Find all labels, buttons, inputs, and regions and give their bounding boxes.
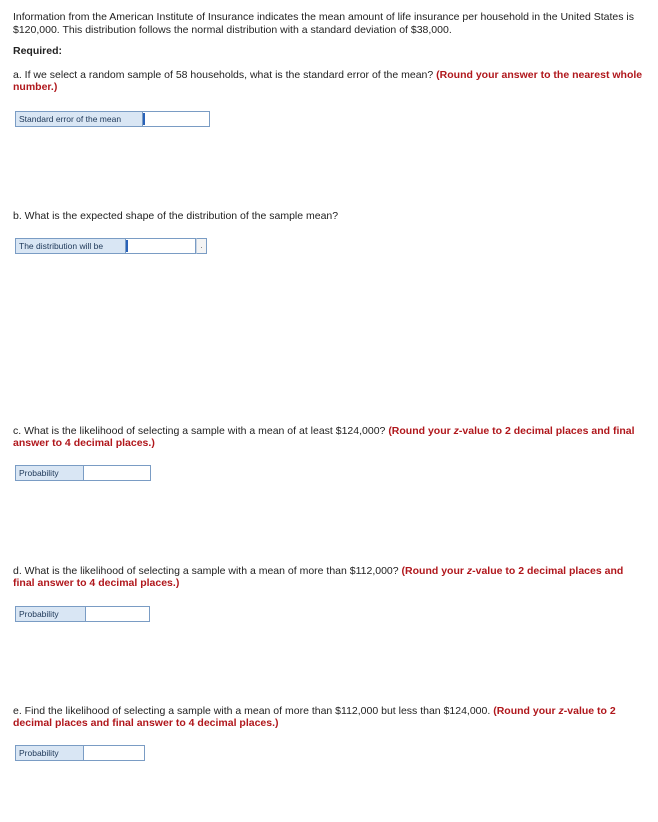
hint-d-z: z: [466, 565, 473, 577]
field-probability-d: [15, 606, 150, 622]
hint-c-post: -value to 2 decimal places and final answer to 4 decimal places.): [13, 425, 635, 449]
probability-d-input[interactable]: [86, 606, 150, 622]
question-c-text: c. What is the likelihood of selecting a sample with a mean of at least $124,000?: [13, 425, 386, 437]
hint-c-z: z: [453, 425, 459, 437]
question-d: [13, 565, 643, 589]
field-probability-c: [15, 465, 151, 481]
field-probability-e: [15, 745, 145, 761]
probability-e-input[interactable]: [84, 745, 145, 761]
problem-intro: Information from the American Institute of Insurance indicates the mean amount of life insurance per household in the United States is $120,000. This distribution follows the normal distribution with a standard deviation of $38,000.: [13, 11, 635, 36]
field-label-probability-d: Probability: [15, 606, 86, 622]
question-b: [13, 210, 643, 222]
hint-d-post: -value to 2 decimal places and final answer to 4 decimal places.): [13, 565, 624, 589]
question-e: [13, 705, 643, 729]
probability-c-input[interactable]: [84, 465, 151, 481]
question-b-text: b. What is the expected shape of the distribution of the sample mean?: [13, 210, 339, 222]
hint-d-pre: (Round your: [401, 565, 467, 577]
question-a-hint: (Round your answer to the nearest whole number.): [13, 69, 643, 93]
question-d-text: d. What is the likelihood of selecting a sample with a mean of more than $112,000?: [13, 565, 399, 577]
required-heading: Required:: [13, 45, 63, 57]
field-label-probability-c: Probability: [15, 465, 84, 481]
hint-e-post: -value to 2 decimal places and final answer to 4 decimal places.): [13, 705, 616, 729]
dropdown-icon[interactable]: .: [196, 238, 207, 254]
distribution-shape-select[interactable]: [126, 238, 196, 254]
hint-e-z: z: [558, 705, 564, 717]
field-label-standard-error: Standard error of the mean: [15, 111, 143, 127]
question-c: [13, 425, 643, 449]
hint-e-pre: (Round your: [493, 705, 559, 717]
field-distribution-shape: [15, 238, 207, 254]
question-a: [13, 69, 643, 93]
field-label-probability-e: Probability: [15, 745, 84, 761]
question-e-text: e. Find the likelihood of selecting a sample with a mean of more than $112,000 but less than $124,000.: [13, 705, 491, 717]
standard-error-input[interactable]: [143, 111, 210, 127]
field-label-distribution: The distribution will be: [15, 238, 126, 254]
question-a-text: a. If we select a random sample of 58 households, what is the standard error of the mean?: [13, 69, 434, 81]
hint-c-pre: (Round your: [388, 425, 454, 437]
field-standard-error: [15, 111, 210, 127]
